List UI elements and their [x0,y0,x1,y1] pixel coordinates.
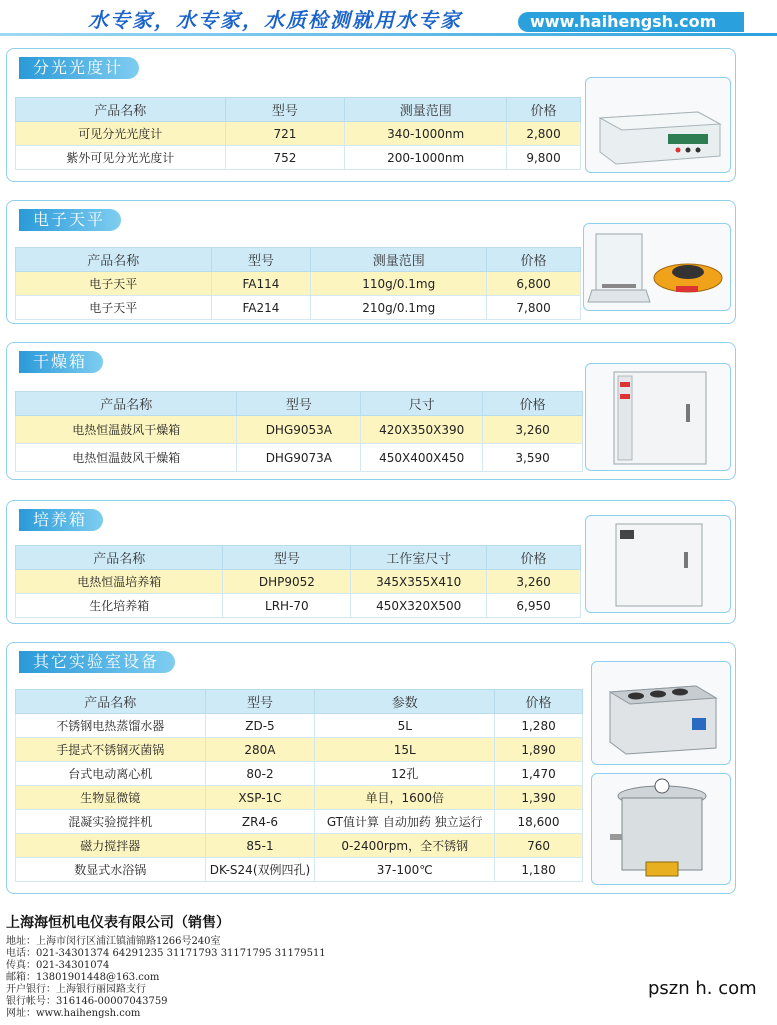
balance-photo [583,223,731,311]
spec: 450X320X500 [351,594,487,618]
table-row [16,594,581,618]
table-header-row [16,690,583,714]
product-name: 磁力搅拌器 [16,834,206,858]
price: 1,890 [495,738,583,762]
column-header: 产品名称 [16,546,223,570]
header-divider [0,33,777,36]
column-header: 测量范围 [311,248,487,272]
spec: 110g/0.1mg [311,272,487,296]
company-footer [6,912,566,1020]
spec: 200-1000nm [345,146,507,170]
model: ZR4-6 [205,810,315,834]
product-name: 电热恒温鼓风干燥箱 [16,416,237,444]
column-header: 工作室尺寸 [351,546,487,570]
section-spectrophotometer [6,48,736,182]
bank-line: 开户银行：上海银行丽园路支行 [6,984,146,995]
product-name: 混凝实验搅拌机 [16,810,206,834]
product-name: 电热恒温培养箱 [16,570,223,594]
spec: 12孔 [315,762,495,786]
spec: 210g/0.1mg [311,296,487,320]
model: DK-S24(双例四孔) [205,858,315,882]
spectrophotometer-photo [585,77,731,173]
price: 3,260 [487,570,581,594]
product-name: 电子天平 [16,272,212,296]
table-row [16,416,583,444]
column-header: 价格 [483,392,583,416]
model: XSP-1C [205,786,315,810]
section-incubator [6,500,736,624]
model: FA114 [211,272,311,296]
table-row [16,786,583,810]
price: 3,590 [483,444,583,472]
website-banner: www.haihengsh.com [518,12,744,32]
table-row [16,810,583,834]
table-row [16,858,583,882]
table-row [16,762,583,786]
table-row [16,444,583,472]
product-name: 手提式不锈钢灭菌锅 [16,738,206,762]
column-header: 测量范围 [345,98,507,122]
section-title: 培养箱 [19,509,103,531]
column-header: 型号 [237,392,361,416]
water-bath-photo [591,661,731,765]
column-header: 型号 [205,690,315,714]
section-other-equipment [6,642,736,894]
price: 9,800 [507,146,581,170]
section-title: 其它实验室设备 [19,651,175,673]
table-row [16,122,581,146]
autoclave-photo [591,773,731,885]
product-name: 可见分光光度计 [16,122,226,146]
spec: 单目，1600倍 [315,786,495,810]
table-row [16,714,583,738]
spec: 340-1000nm [345,122,507,146]
model: 280A [205,738,315,762]
column-header: 价格 [495,690,583,714]
product-name: 紫外可见分光光度计 [16,146,226,170]
spec: 450X400X450 [361,444,483,472]
spec: 345X355X410 [351,570,487,594]
section-drying-oven [6,342,736,480]
spec: 420X350X390 [361,416,483,444]
table-row [16,570,581,594]
incubator-photo [585,515,731,613]
price: 1,180 [495,858,583,882]
column-header: 产品名称 [16,98,226,122]
model: DHG9053A [237,416,361,444]
price: 760 [495,834,583,858]
spec: 37-100℃ [315,858,495,882]
model: LRH-70 [223,594,351,618]
product-table [15,689,583,882]
price: 2,800 [507,122,581,146]
model: DHG9073A [237,444,361,472]
price: 1,280 [495,714,583,738]
price: 18,600 [495,810,583,834]
column-header: 产品名称 [16,392,237,416]
section-title: 干燥箱 [19,351,103,373]
price: 6,800 [487,272,581,296]
column-header: 价格 [507,98,581,122]
slogan: 水专家，水专家，水质检测就用水专家 [88,8,462,32]
product-table [15,247,581,320]
page-header [0,0,777,34]
email-line: 邮箱：13801901448@163.com [6,972,160,983]
model: DHP9052 [223,570,351,594]
price: 7,800 [487,296,581,320]
section-title: 电子天平 [19,209,121,231]
column-header: 价格 [487,546,581,570]
section-title: 分光光度计 [19,57,139,79]
table-row [16,296,581,320]
spec: 15L [315,738,495,762]
phone-line: 电话：021-34301374 64291235 31171793 31171795 31179511 [6,948,326,959]
price: 3,260 [483,416,583,444]
price: 1,390 [495,786,583,810]
model: 752 [225,146,345,170]
column-header: 参数 [315,690,495,714]
price: 6,950 [487,594,581,618]
table-row [16,738,583,762]
product-table [15,391,583,472]
table-header-row [16,392,583,416]
column-header: 型号 [225,98,345,122]
table-header-row [16,98,581,122]
product-table [15,545,581,618]
table-header-row [16,248,581,272]
model: FA214 [211,296,311,320]
table-row [16,834,583,858]
account-line: 银行帐号：316146-00007043759 [6,996,168,1007]
spec: 0-2400rpm，全不锈钢 [315,834,495,858]
watermark: pszn h. com [648,978,757,999]
model: 85-1 [205,834,315,858]
product-name: 生化培养箱 [16,594,223,618]
product-name: 台式电动离心机 [16,762,206,786]
drying-oven-photo [585,363,731,471]
table-header-row [16,546,581,570]
column-header: 产品名称 [16,690,206,714]
price: 1,470 [495,762,583,786]
website-line: 网址：www.haihengsh.com [6,1008,141,1019]
model: 721 [225,122,345,146]
spec: GT值计算 自动加药 独立运行 [315,810,495,834]
model: 80-2 [205,762,315,786]
model: ZD-5 [205,714,315,738]
table-row [16,272,581,296]
column-header: 尺寸 [361,392,483,416]
product-table [15,97,581,170]
product-name: 不锈钢电热蒸馏水器 [16,714,206,738]
product-name: 生物显微镜 [16,786,206,810]
table-row [16,146,581,170]
address-line: 地址：上海市闵行区浦江镇浦锦路1266号240室 [6,936,221,947]
product-name: 数显式水浴锅 [16,858,206,882]
column-header: 型号 [211,248,311,272]
product-name: 电子天平 [16,296,212,320]
column-header: 产品名称 [16,248,212,272]
fax-line: 传真：021-34301074 [6,960,110,971]
column-header: 型号 [223,546,351,570]
spec: 5L [315,714,495,738]
company-name: 上海海恒机电仪表有限公司（销售） [6,915,230,931]
product-name: 电热恒温鼓风干燥箱 [16,444,237,472]
column-header: 价格 [487,248,581,272]
section-electronic-balance [6,200,736,324]
